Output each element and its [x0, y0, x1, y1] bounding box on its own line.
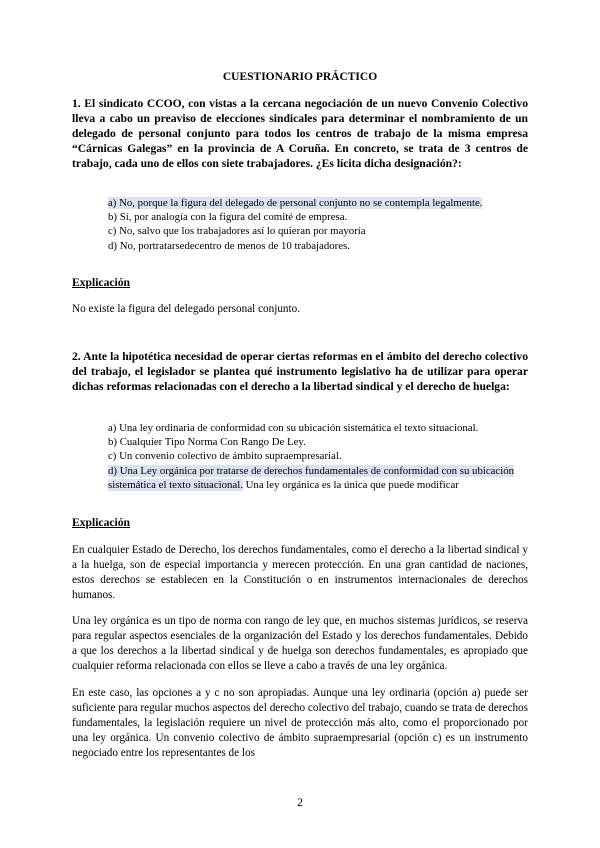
question-2-option-d-note: Una ley orgánica es la única que puede modificar — [242, 478, 459, 491]
question-1-option-a — [108, 196, 528, 210]
explanation-paragraph-2: Una ley orgánica es un tipo de norma con rango de ley que, en muchos sistemas jurídicos, se reserva para regular aspectos esenciales de la organización del Estado y los derechos fundamentales. Debido a que los derechos a la libertad sindical y de huelga son derechos fundamentales, es apropiado que cualquier reforma relacionada con ellos se lleve a cabo a través de una ley orgánica. — [72, 615, 528, 672]
question-2-option-b: b) Cualquier Tipo Norma Con Rango De Ley. — [108, 436, 306, 449]
question-2-option-d-text: d) Una Ley orgánica por tratarse de derechos fundamentales de conformidad con su ubicación sistemática el texto situacional. — [108, 464, 515, 491]
question-2-option-c: c) Un convenio colectivo de ámbito supraempresarial. — [108, 450, 342, 463]
question-2-text: 2. Ante la hipotética necesidad de operar ciertas reformas en el ámbito del derecho colectivo del trabajo, el legislador se plantea qué instrumento legislativo ha de utilizar para operar dichas reformas relacionadas con el derecho a la libertad sindical y el derecho de huelga: — [72, 350, 528, 393]
question-2-option-d — [108, 464, 528, 492]
explanation-paragraph-1: En cualquier Estado de Derecho, los derechos fundamentales, como el derecho a la libertad sindical y a la huelga, son de especial importancia y merecen protección. En una gran cantidad de naciones, estos derechos se establecen en la Constitución o en instrumentos internacionales de derechos humanos. — [72, 544, 528, 601]
question-1-option-a-text: a) No, porque la figura del delegado de personal conjunto no se contempla legalmente. — [108, 197, 483, 209]
question-1-option-c: c) No, salvo que los trabajadores así lo quieran por mayoría — [108, 225, 366, 238]
question-1-option-b: b) Sí, por analogía con la figura del comité de empresa. — [108, 211, 348, 224]
page-number: 2 — [297, 797, 303, 809]
question-1-option-d: d) No, portratarsedecentro de menos de 10 trabajadores. — [108, 239, 350, 252]
page-title: CUESTIONARIO PRÁCTICO — [222, 71, 378, 83]
question-1-explanation: No existe la figura del delegado personal conjunto. — [72, 303, 301, 315]
question-2-explanation-heading: Explicación — [72, 516, 130, 529]
question-2-options — [108, 421, 528, 492]
explanation-paragraph-3: En este caso, las opciones a y c no son apropiadas. Aunque una ley ordinaria (opción a) puede ser suficiente para regular muchos aspectos del derecho colectivo del trabajo, cuando se trata de derechos fundamentales, la legislación requiere un nivel de protección más alto, como el proporcionado por una ley orgánica. Un convenio colectivo de ámbito supraempresarial (opción c) es un instrumento negociado entre los representantes de los — [72, 687, 528, 759]
question-1-text: 1. El sindicato CCOO, con vistas a la cercana negociación de un nuevo Convenio Colectivo lleva a cabo un preaviso de elecciones sindicales para determinar el nombramiento de un delegado de personal conjunto para todos los centros de trabajo de la misma empresa “Cárnicas Galegas” en la provincia de A Coruña. En concreto, se trata de 3 centros de trabajo, cada uno de ellos con siete trabajadores. ¿Es lícita dicha designación?: — [72, 97, 528, 170]
question-2-option-a: a) Una ley ordinaria de conformidad con su ubicación sistemática el texto situacional. — [108, 422, 479, 434]
question-1-options — [108, 196, 528, 253]
question-1-explanation-heading: Explicación — [72, 276, 130, 289]
